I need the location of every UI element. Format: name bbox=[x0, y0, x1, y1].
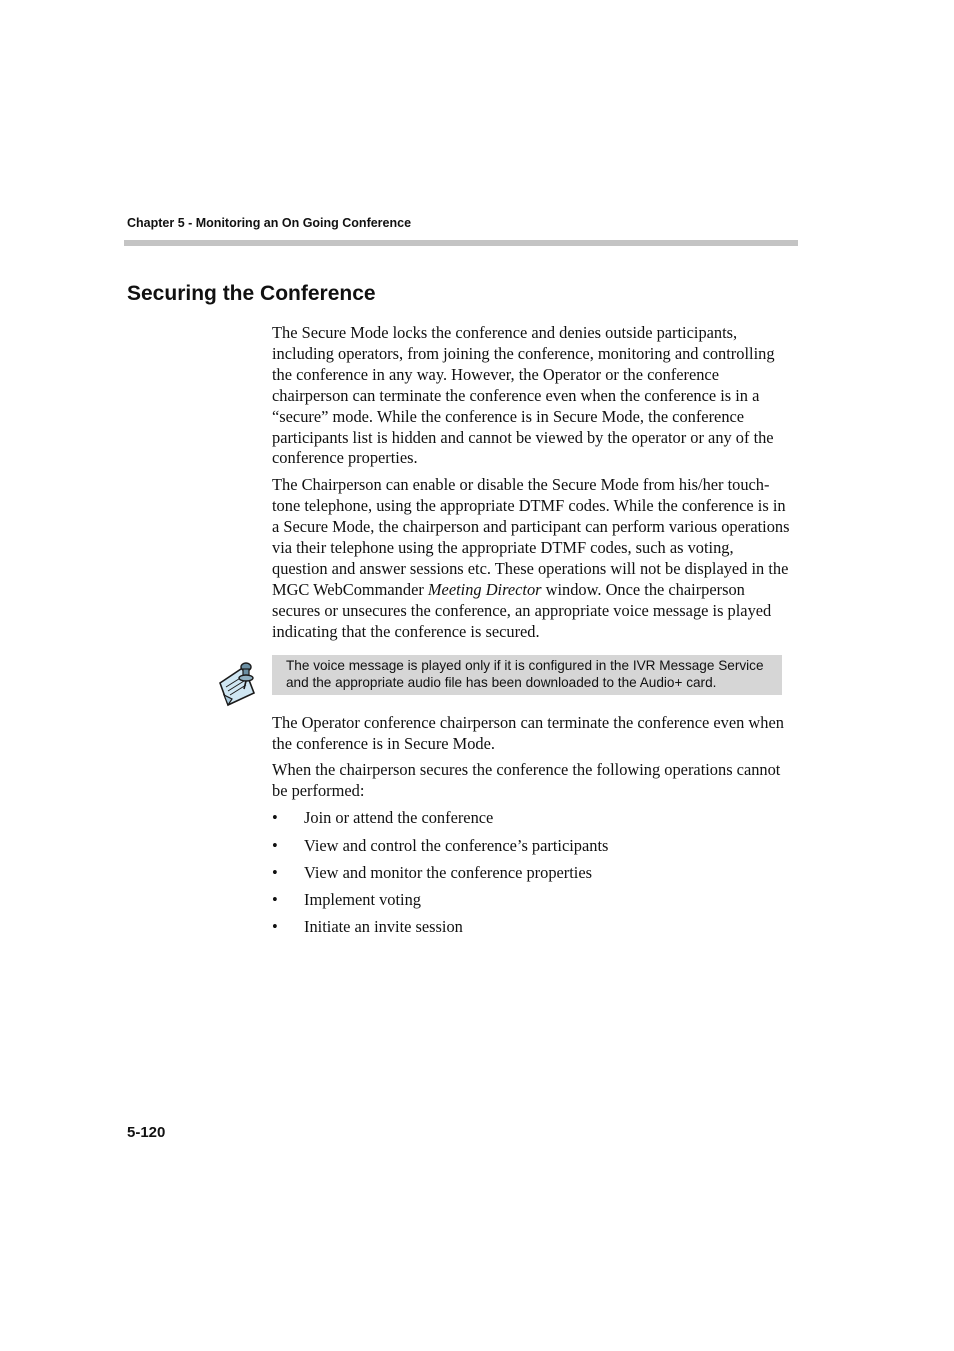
note-text: The voice message is played only if it is configured in the IVR Message Service and the appropriate audio file has been downloaded to the Audio+ card. bbox=[286, 657, 764, 691]
paragraph-chairperson-text-a: The Chairperson can enable or disable the Secure Mode from his/her touch-tone telephone, using the appropriate DTMF codes. While the conference is in a Secure Mode, the chairperson and participant can perform various operations via their telephone using the appropriate DTMF codes, such as voting, question and answer sessions etc. These operations will not be displayed in the MGC WebCommander bbox=[272, 475, 790, 599]
page-number: 5-120 bbox=[127, 1124, 166, 1141]
list-item bbox=[272, 836, 792, 857]
paragraph-chairperson-text-b: window. Once the chairperson secures or unsecures the conference, an appropriate voice message is played indicating that the conference is secured. bbox=[272, 579, 772, 641]
bullet-icon: • bbox=[272, 890, 278, 910]
list-item-text: View and control the conference’s participants bbox=[304, 835, 609, 855]
list-item bbox=[272, 917, 792, 938]
note-box bbox=[272, 655, 782, 695]
header-divider bbox=[124, 240, 798, 246]
paragraph-operator: The Operator conference chairperson can terminate the conference even when the conference is in Secure Mode. bbox=[272, 712, 784, 753]
bullet-icon: • bbox=[272, 862, 278, 882]
list-item bbox=[272, 890, 792, 911]
window-name-meeting-director: Meeting Director bbox=[427, 579, 542, 599]
blocked-operations-list bbox=[272, 808, 792, 938]
list-item-text: Join or attend the conference bbox=[304, 808, 494, 828]
list-item bbox=[272, 808, 792, 829]
note-pushpin-icon bbox=[214, 659, 260, 707]
list-item-text: Implement voting bbox=[304, 890, 421, 910]
section-title: Securing the Conference bbox=[127, 282, 376, 305]
paragraph-operations-intro: When the chairperson secures the conference the following operations cannot be performed: bbox=[272, 760, 781, 801]
list-item-text: View and monitor the conference properties bbox=[304, 862, 593, 882]
paragraph-chairperson bbox=[272, 475, 792, 642]
bullet-icon: • bbox=[272, 835, 278, 855]
bullet-icon: • bbox=[272, 808, 278, 828]
paragraph-secure-mode: The Secure Mode locks the conference and denies outside participants, including operators, from joining the conference, monitoring and controlling the conference in any way. However, the Operator or the conference chairperson can terminate the conference even when the conference is in a “secure” mode. While the conference is in Secure Mode, the conference participants list is hidden and cannot be viewed by the operator or any of the conference properties. bbox=[272, 323, 775, 468]
list-item bbox=[272, 863, 792, 884]
bullet-icon: • bbox=[272, 917, 278, 937]
body-text bbox=[272, 323, 792, 945]
list-item-text: Initiate an invite session bbox=[304, 917, 463, 937]
running-header: Chapter 5 - Monitoring an On Going Conference bbox=[127, 216, 412, 230]
